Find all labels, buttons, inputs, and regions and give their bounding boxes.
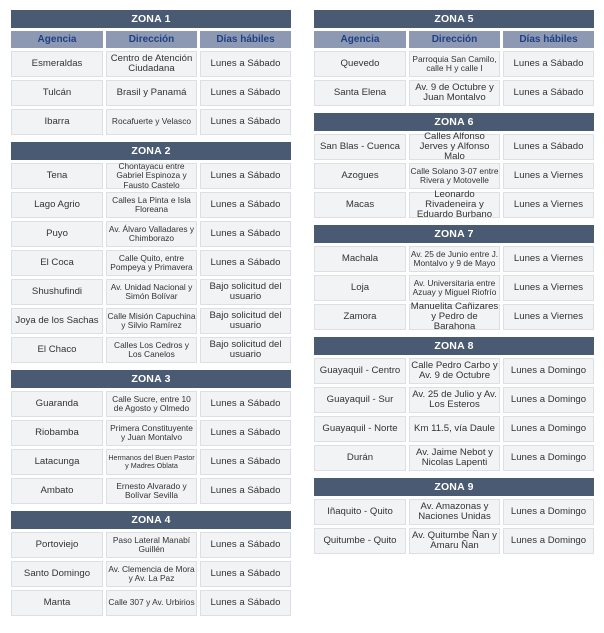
agencia-cell: Portoviejo <box>11 532 103 558</box>
table-row <box>314 387 594 413</box>
zone-3-table <box>11 370 291 504</box>
direccion-cell: Av. 25 de Junio entre J. Montalvo y 9 de Mayo <box>409 246 500 272</box>
dias-cell: Lunes a Domingo <box>503 445 594 471</box>
agencia-cell: Santa Elena <box>314 80 406 106</box>
zone-6-table <box>314 113 594 218</box>
direccion-cell: Paso Lateral Manabí Guillén <box>106 532 197 558</box>
dias-cell: Lunes a Sábado <box>200 478 291 504</box>
agencia-cell: Guayaquil - Norte <box>314 416 406 442</box>
direccion-cell: Calle Sucre, entre 10 de Agosto y Olmedo <box>106 391 197 417</box>
header-agencia: Agencia <box>314 31 406 48</box>
table-row <box>11 192 291 218</box>
dias-cell: Bajo solicitud del usuario <box>200 279 291 305</box>
zone-5-table <box>314 10 594 106</box>
dias-cell: Lunes a Viernes <box>503 246 594 272</box>
table-row <box>11 532 291 558</box>
dias-cell: Lunes a Sábado <box>200 449 291 475</box>
agencia-cell: Iñaquito - Quito <box>314 499 406 525</box>
table-row <box>314 189 594 220</box>
zone-2-table <box>11 142 291 363</box>
direccion-cell: Calle Pedro Carbo y Av. 9 de Octubre <box>409 358 500 384</box>
dias-cell: Lunes a Sábado <box>200 109 291 135</box>
zone-title: ZONA 4 <box>11 511 291 529</box>
direccion-cell: Av. Jaime Nebot y Nicolas Lapenti <box>409 445 500 471</box>
zone-title: ZONA 7 <box>314 225 594 243</box>
table-header-row <box>314 31 594 48</box>
table-row <box>11 561 291 587</box>
zone-title: ZONA 9 <box>314 478 594 496</box>
dias-cell: Lunes a Sábado <box>503 80 594 106</box>
direccion-cell: Parroquia San Camilo, calle H y calle I <box>409 51 500 77</box>
dias-cell: Lunes a Domingo <box>503 416 594 442</box>
direccion-cell: Manuelita Cañizares y Pedro de Barahona <box>410 301 499 332</box>
agencia-cell: Quitumbe - Quito <box>314 528 406 554</box>
agencia-cell: Azogues <box>314 163 406 189</box>
agencia-cell: Latacunga <box>11 449 103 475</box>
table-row <box>314 80 594 106</box>
direccion-cell: Centro de Atención Ciudadana <box>106 51 197 77</box>
header-dias: Días hábiles <box>503 31 594 48</box>
table-row <box>11 449 291 475</box>
dias-cell: Lunes a Sábado <box>503 134 594 160</box>
direccion-cell: Km 11.5, vía Daule <box>409 416 500 442</box>
direccion-cell: Chontayacu entre Gabriel Espinoza y Fausto Castelo <box>106 163 197 189</box>
table-row <box>314 499 594 525</box>
dias-cell: Lunes a Sábado <box>200 250 291 276</box>
table-row <box>314 131 594 162</box>
dias-cell: Lunes a Sábado <box>200 192 291 218</box>
table-row <box>314 246 594 272</box>
table-row <box>11 80 291 106</box>
zone-9-table <box>314 478 594 554</box>
agencia-cell: Shushufindi <box>11 279 103 305</box>
dias-cell: Bajo solicitud del usuario <box>200 337 291 363</box>
direccion-cell: Primera Constituyente y Juan Montalvo <box>106 420 197 446</box>
table-row <box>11 590 291 616</box>
zone-title: ZONA 5 <box>314 10 594 28</box>
agencia-cell: El Coca <box>11 250 103 276</box>
dias-cell: Lunes a Sábado <box>200 221 291 247</box>
dias-cell: Lunes a Viernes <box>503 163 594 189</box>
dias-cell: Lunes a Sábado <box>200 51 291 77</box>
table-row <box>11 279 291 305</box>
table-row <box>11 478 291 504</box>
zone-title: ZONA 8 <box>314 337 594 355</box>
dias-cell: Lunes a Domingo <box>503 358 594 384</box>
direccion-cell: Av. Unidad Nacional y Simón Bolívar <box>106 279 197 305</box>
dias-cell: Lunes a Domingo <box>503 499 594 525</box>
direccion-cell: Av. 9 de Octubre y Juan Montalvo <box>409 80 500 106</box>
dias-cell: Lunes a Sábado <box>200 420 291 446</box>
left-column <box>11 10 291 623</box>
agencia-cell: Macas <box>314 192 406 218</box>
table-row <box>314 301 594 332</box>
agencia-cell: Tulcán <box>11 80 103 106</box>
direccion-cell: Calle Solano 3-07 entre Rivera y Motovelle <box>409 163 500 189</box>
header-direccion: Dirección <box>409 31 500 48</box>
right-column <box>314 10 594 561</box>
table-row <box>11 391 291 417</box>
direccion-cell: Calle Misión Capuchina y Silvio Ramírez <box>106 308 197 334</box>
agencia-cell: Guayaquil - Centro <box>314 358 406 384</box>
agencia-cell: Santo Domingo <box>11 561 103 587</box>
direccion-cell: Calle 307 y Av. Urbirios <box>106 590 197 616</box>
table-row <box>314 275 594 301</box>
table-row <box>11 51 291 77</box>
dias-cell: Lunes a Viernes <box>503 304 594 330</box>
agencia-cell: Tena <box>11 163 103 189</box>
table-row <box>11 308 291 334</box>
dias-cell: Lunes a Sábado <box>200 163 291 189</box>
agencia-cell: Esmeraldas <box>11 51 103 77</box>
table-row <box>11 160 291 190</box>
agencia-cell: Guayaquil - Sur <box>314 387 406 413</box>
header-direccion: Dirección <box>106 31 197 48</box>
direccion-cell: Hermanos del Buen Pastor y Madres Oblata <box>106 449 197 475</box>
zone-4-table <box>11 511 291 616</box>
direccion-cell: Av. Clemencia de Mora y Av. La Paz <box>106 561 197 587</box>
zone-8-table <box>314 337 594 471</box>
direccion-cell: Leonardo Rivadeneira y Eduardo Burbano <box>409 192 500 218</box>
dias-cell: Lunes a Domingo <box>503 528 594 554</box>
direccion-cell: Av. 25 de Julio y Av. Los Esteros <box>409 387 500 413</box>
zone-title: ZONA 3 <box>11 370 291 388</box>
table-row <box>11 109 291 135</box>
zone-7-table <box>314 225 594 330</box>
agencia-cell: Loja <box>314 275 406 301</box>
agencia-cell: Ambato <box>11 478 103 504</box>
direccion-cell: Av. Universitaria entre Azuay y Miguel Riofrío <box>409 275 500 301</box>
agencia-cell: Machala <box>314 246 406 272</box>
agencia-cell: Zamora <box>314 304 406 330</box>
agencia-cell: Guaranda <box>11 391 103 417</box>
agencia-cell: Puyo <box>11 221 103 247</box>
direccion-cell: Av. Amazonas y Naciones Unidas <box>409 499 500 525</box>
agencia-cell: Lago Agrio <box>11 192 103 218</box>
table-row <box>314 163 594 189</box>
direccion-cell: Calle Quito, entre Pompeya y Primavera <box>106 250 197 276</box>
table-row <box>314 445 594 471</box>
table-row <box>314 51 594 77</box>
dias-cell: Lunes a Sábado <box>200 532 291 558</box>
header-agencia: Agencia <box>11 31 103 48</box>
direccion-cell: Ernesto Alvarado y Bolívar Sevilla <box>106 478 197 504</box>
agencia-cell: Joya de los Sachas <box>11 308 103 334</box>
table-row <box>11 420 291 446</box>
table-row <box>314 358 594 384</box>
zone-title: ZONA 6 <box>314 113 594 131</box>
dias-cell: Lunes a Sábado <box>503 51 594 77</box>
agencia-cell: El Chaco <box>11 337 103 363</box>
agencia-cell: Manta <box>11 590 103 616</box>
zone-title: ZONA 2 <box>11 142 291 160</box>
direccion-cell: Av. Álvaro Valladares y Chimborazo <box>106 221 197 247</box>
dias-cell: Lunes a Domingo <box>503 387 594 413</box>
agencia-cell: San Blas - Cuenca <box>314 134 406 160</box>
table-row <box>314 528 594 554</box>
agencia-cell: Ibarra <box>11 109 103 135</box>
table-row <box>11 337 291 363</box>
zone-title: ZONA 1 <box>11 10 291 28</box>
table-row <box>11 221 291 247</box>
direccion-cell: Calles Los Cedros y Los Canelos <box>106 337 197 363</box>
direccion-cell: Rocafuerte y Velasco <box>106 109 197 135</box>
agencia-cell: Quevedo <box>314 51 406 77</box>
dias-cell: Lunes a Viernes <box>503 192 594 218</box>
dias-cell: Lunes a Sábado <box>200 391 291 417</box>
direccion-cell: Calles La Pinta e Isla Floreana <box>106 192 197 218</box>
direccion-cell: Calles Alfonso Jerves y Alfonso Malo <box>409 134 500 160</box>
table-header-row <box>11 31 291 48</box>
table-row <box>11 250 291 276</box>
table-row <box>314 416 594 442</box>
dias-cell: Lunes a Sábado <box>200 590 291 616</box>
direccion-cell: Brasil y Panamá <box>106 80 197 106</box>
dias-cell: Bajo solicitud del usuario <box>200 308 291 334</box>
dias-cell: Lunes a Sábado <box>200 80 291 106</box>
agencia-cell: Durán <box>314 445 406 471</box>
dias-cell: Lunes a Viernes <box>503 275 594 301</box>
zone-1-table <box>11 10 291 135</box>
header-dias: Días hábiles <box>200 31 291 48</box>
direccion-cell: Av. Quitumbe Ñan y Amaru Ñan <box>409 528 500 554</box>
dias-cell: Lunes a Sábado <box>200 561 291 587</box>
agencia-cell: Riobamba <box>11 420 103 446</box>
